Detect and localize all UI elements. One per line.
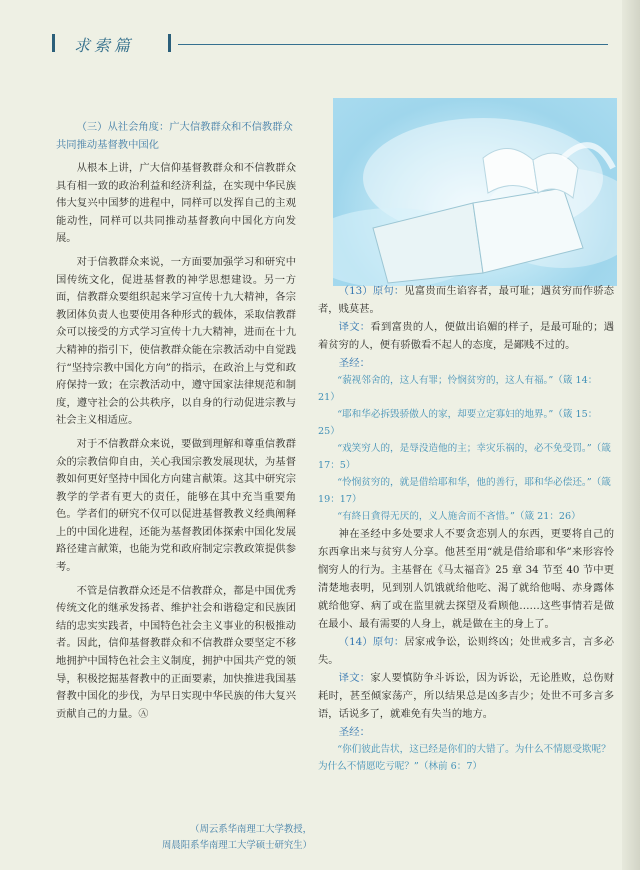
section-heading: （三）从社会角度：广大信教群众和不信教群众共同推动基督教中国化 — [56, 121, 293, 151]
item13-trans-label: 译文： — [338, 321, 371, 333]
header-rule — [178, 44, 608, 45]
item14-translation — [318, 669, 614, 723]
header-divider-left — [52, 34, 55, 52]
item13-scr-label: 圣经： — [338, 357, 371, 369]
scripture-4: “怜悯贫穷的，就是借给耶和华，他的善行，耶和华必偿还。”（箴 19：17） — [318, 477, 611, 505]
page-gutter — [622, 0, 640, 870]
bible-photo — [333, 98, 617, 286]
bible-illustration — [333, 98, 617, 286]
item13-commentary: 神在圣经中多处要求人不要贪恋别人的东西，更要将自己的东西拿出来与贫穷人分享。他甚至用“就是借给耶和华”来形容怜悯穷人的行为。主基督在《马太福音》25 章 34 节至 40 节中更清楚地表明，见到别人饥饿就给他吃、渴了就给他喝、赤身露体就给他穿、病了或在监里就去探望及看顾他……这些事情若是做在最小、最有需要的人身上，就是做在主的身上了。 — [318, 528, 614, 630]
item14-trans-label: 译文： — [338, 672, 371, 684]
item14-trans-text: 家人要慎防争斗诉讼，因为诉讼，无论胜败，总伤财耗时，甚至倾家荡产，所以结果总是凶多吉少；处世不可多言多语，话说多了，就难免有失当的地方。 — [318, 672, 615, 720]
paragraph-3: 对于不信教群众来说，要做到理解和尊重信教群众的宗教信仰自由，关心我国宗教发展现状，为基督教如何更好坚持中国化方向建言献策。这其中研究宗教学的学者有更大的责任，能够在其中充当重要角色。学者们的研究不仅可以促进基督教教义经典阐释上的中国化进程，还能为基督教团体探索中国化发展路径建言献策，也能为党和政府制定宗教政策提供参考。 — [56, 437, 296, 574]
scripture-1: “藐视邻舍的，这人有罪；怜悯贫穷的，这人有福。”（箴 14：21） — [318, 375, 598, 403]
right-column — [318, 282, 614, 775]
scripture-5: “有終日貪得无厌的，义人施舍而不吝惜。”（箴 21：26） — [337, 511, 581, 522]
section-title: 求索篇 — [74, 36, 135, 55]
item13-original — [318, 282, 614, 318]
item14-text: 居家戒争讼，讼则终凶；处世戒多言，言多必失。 — [318, 636, 615, 666]
scripture-3: “戏笑穷人的，是辱没造他的主；幸灾乐祸的，必不免受罚。”（箴 17：5） — [318, 443, 611, 471]
item13-translation — [318, 318, 614, 354]
item14-scr-label: 圣经： — [338, 726, 371, 738]
item14-scripture-label — [318, 723, 614, 741]
scripture-6: “你们彼此告状，这已经是你们的大错了。为什么不情愿受欺呢？为什么不情愿吃亏呢？”（林前 6：7） — [318, 744, 611, 772]
end-mark: Ⓐ — [138, 708, 149, 720]
paragraph-2: 对于信教群众来说，一方面要加强学习和研究中国传统文化，促进基督教的神学思想建设。另一方面，信教群众要组织起来学习宣传十九大精神，各宗教团体负责人也要使用各种形式的载体，采取信教群众可以接受的方式学习宣传十九大精神，进而在十九大精神的指引下，使信教群众能在宗教活动中自觉践行“坚持宗教中国化方向”的指示，在政治上与党和政府保持一致；在宗教活动中，遵守国家法律规范和制度，遵守社会的公共秩序，以自身的行动促进宗教与社会主义相适应。 — [56, 255, 296, 427]
paragraph-1: 从根本上讲，广大信仰基督教群众和不信教群众具有相一致的政治利益和经济利益，在实现中华民族伟大复兴中国梦的进程中，同样可以发挥自己的主观能动性，同样可以共同推动基督教向中国化方向发展。 — [56, 162, 296, 245]
paragraph-4-text: 不管是信教群众还是不信教群众，都是中国优秀传统文化的继承发扬者、维护社会和谐稳定和民族团结的忠实实践者，中国特色社会主义事业的积极推动者。因此，信仰基督教群众和不信教群众要坚定不移地拥护中国特色社会主义制度，拥护中国共产党的领导，积极挖掘基督教中的正面要素，加快推进我国基督教中国化的步伐，为早日实现中华民族的伟大复兴贡献自己的力量。 — [56, 584, 296, 720]
item14-original — [318, 633, 614, 669]
author-line-2: 周晨阳系华南理工大学硕士研究生） — [161, 840, 312, 851]
item13-scripture-label — [318, 354, 614, 372]
item14-label: （14）原句： — [338, 636, 405, 648]
header-divider-right — [168, 34, 171, 52]
author-note — [112, 822, 312, 854]
item13-text: 见富贵而生谄容者，最可耻；遇贫穷而作骄态者，贱莫甚。 — [318, 285, 615, 315]
author-line-1: （周云系华南理工大学教授， — [190, 824, 312, 835]
paragraph-4 — [56, 583, 296, 724]
left-column — [56, 118, 296, 723]
item13-label: （13）原句： — [338, 285, 405, 297]
item13-trans-text: 看到富贵的人，便做出谄媚的样子，是最可耻的；遇着贫穷的人，便有骄傲看不起人的态度，是鄙贱不过的。 — [318, 321, 615, 351]
scripture-2: “耶和华必拆毁骄傲人的家，却要立定寡妇的地界。”（箴 15：25） — [318, 409, 598, 437]
